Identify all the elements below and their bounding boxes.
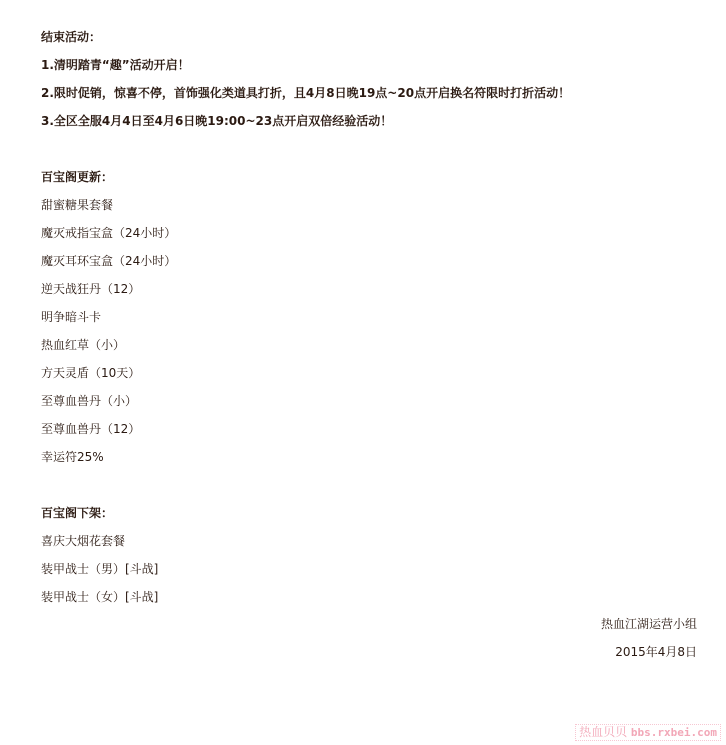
- shop-update-item: 魔灭戒指宝盒（24小时）: [41, 226, 177, 240]
- announcement-body: [41, 29, 701, 617]
- shop-update-item: 热血红草（小）: [41, 338, 126, 352]
- signature-team: 热血江湖运营小组: [600, 617, 697, 631]
- shop-removed-heading: 百宝阁下架：: [41, 506, 114, 520]
- ended-activity-item: 3.全区全服4月4日至4月6日晚19:00~23点开启双倍经验活动！: [41, 114, 393, 128]
- signature-block: [601, 616, 697, 672]
- watermark: [575, 724, 721, 741]
- ended-activity-item: 2.限时促销，惊喜不停，首饰强化类道具打折，且4月8日晚19点~20点开启换名符限时打折活动！: [41, 86, 571, 100]
- shop-update-item: 方天灵盾（10天）: [41, 366, 141, 380]
- shop-removed-item: 装甲战士（男）[斗战]: [41, 562, 159, 576]
- shop-removed-item: 喜庆大烟花套餐: [41, 534, 126, 548]
- shop-update-item: 逆天战狂丹（12）: [41, 282, 141, 296]
- shop-update-item: 至尊血兽丹（12）: [41, 422, 141, 436]
- signature-date: 2015年4月8日: [615, 645, 697, 659]
- shop-update-item: 幸运符25%: [41, 450, 104, 464]
- shop-removed-item: 装甲战士（女）[斗战]: [41, 590, 159, 604]
- shop-update-item: 甜蜜糖果套餐: [41, 198, 114, 212]
- ended-activities-heading: 结束活动：: [41, 30, 102, 44]
- shop-update-heading: 百宝阁更新：: [41, 170, 114, 184]
- section-spacer: [41, 141, 701, 169]
- shop-update-item: 明争暗斗卡: [41, 310, 102, 324]
- watermark-url: bbs.rxbei.com: [630, 726, 717, 739]
- shop-update-item: 魔灭耳环宝盒（24小时）: [41, 254, 177, 268]
- shop-update-item: 至尊血兽丹（小）: [41, 394, 138, 408]
- section-spacer: [41, 477, 701, 505]
- watermark-name: 热血贝贝: [579, 725, 628, 739]
- ended-activity-item: 1.清明踏青“趣”活动开启！: [41, 58, 190, 72]
